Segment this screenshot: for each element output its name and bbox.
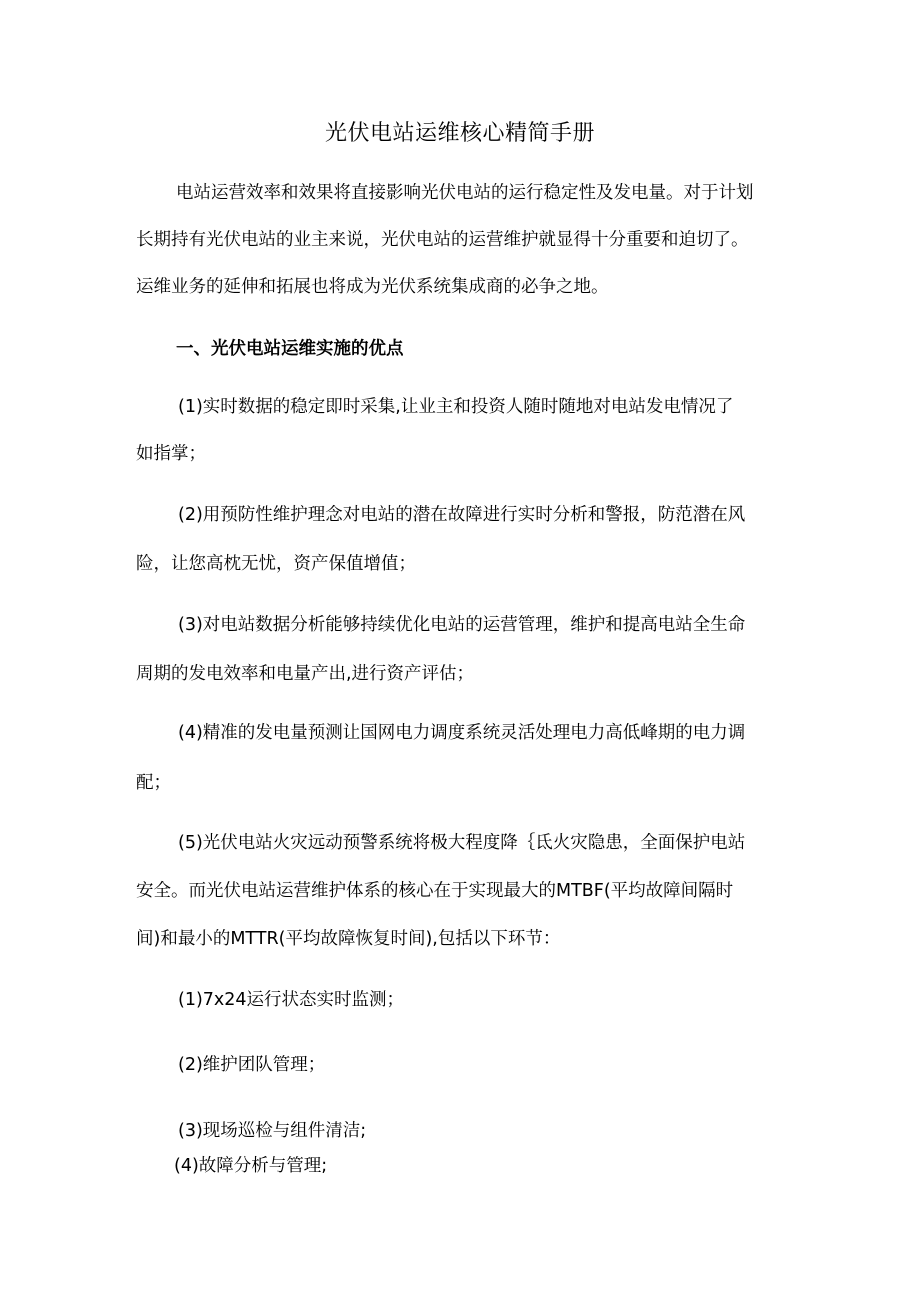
link-item-2: (2)维护团队管理； bbox=[178, 1055, 326, 1075]
advantage-5-line-2: 安全。而光伏电站运营维护体系的核心在于实现最大的MTBF(平均故障间隔时 bbox=[136, 881, 734, 901]
advantage-5-line-3: 间)和最小的MTTR(平均故障恢复时间),包括以下环节： bbox=[136, 929, 561, 949]
advantage-4-line-1: (4)精准的发电量预测让国网电力调度系统灵活处理电力高低峰期的电力调 bbox=[178, 723, 746, 743]
link-item-3: (3)现场巡检与组件清洁; bbox=[178, 1121, 367, 1141]
advantage-1-line-2: 如指掌； bbox=[136, 444, 206, 464]
link-item-4: (4)故障分析与管理; bbox=[174, 1156, 328, 1176]
advantage-4-line-2: 配； bbox=[136, 773, 171, 793]
advantage-2-line-1: (2)用预防性维护理念对电站的潜在故障进行实时分析和警报，防范潜在风 bbox=[178, 505, 746, 525]
advantage-1-line-1: (1)实时数据的稳定即时采集,让业主和投资人随时随地对电站发电情况了 bbox=[178, 397, 734, 417]
intro-line-3: 运维业务的延伸和拓展也将成为光伏系统集成商的必争之地。 bbox=[136, 277, 609, 297]
intro-line-2: 长期持有光伏电站的业主来说，光伏电站的运营维护就显得十分重要和迫切了。 bbox=[136, 230, 749, 250]
advantage-3-line-2: 周期的发电效率和电量产出,进行资产评估； bbox=[136, 664, 475, 684]
intro-line-1: 电站运营效率和效果将直接影响光伏电站的运行稳定性及发电量。对于计划 bbox=[176, 183, 754, 203]
link-item-1: (1)7x24运行状态实时监测； bbox=[178, 990, 405, 1010]
advantage-2-line-2: 险，让您高枕无忧，资产保值增值； bbox=[136, 554, 416, 574]
document-title: 光伏电站运维核心精简手册 bbox=[324, 121, 595, 146]
advantage-3-line-1: (3)对电站数据分析能够持续优化电站的运营管理，维护和提高电站全生命 bbox=[178, 615, 746, 635]
advantage-5-line-1: (5)光伏电站火灾远动预警系统将极大程度降｛氐火灾隐患，全面保护电站 bbox=[178, 833, 746, 853]
section-heading: 一、光伏电站运维实施的优点 bbox=[176, 339, 404, 359]
